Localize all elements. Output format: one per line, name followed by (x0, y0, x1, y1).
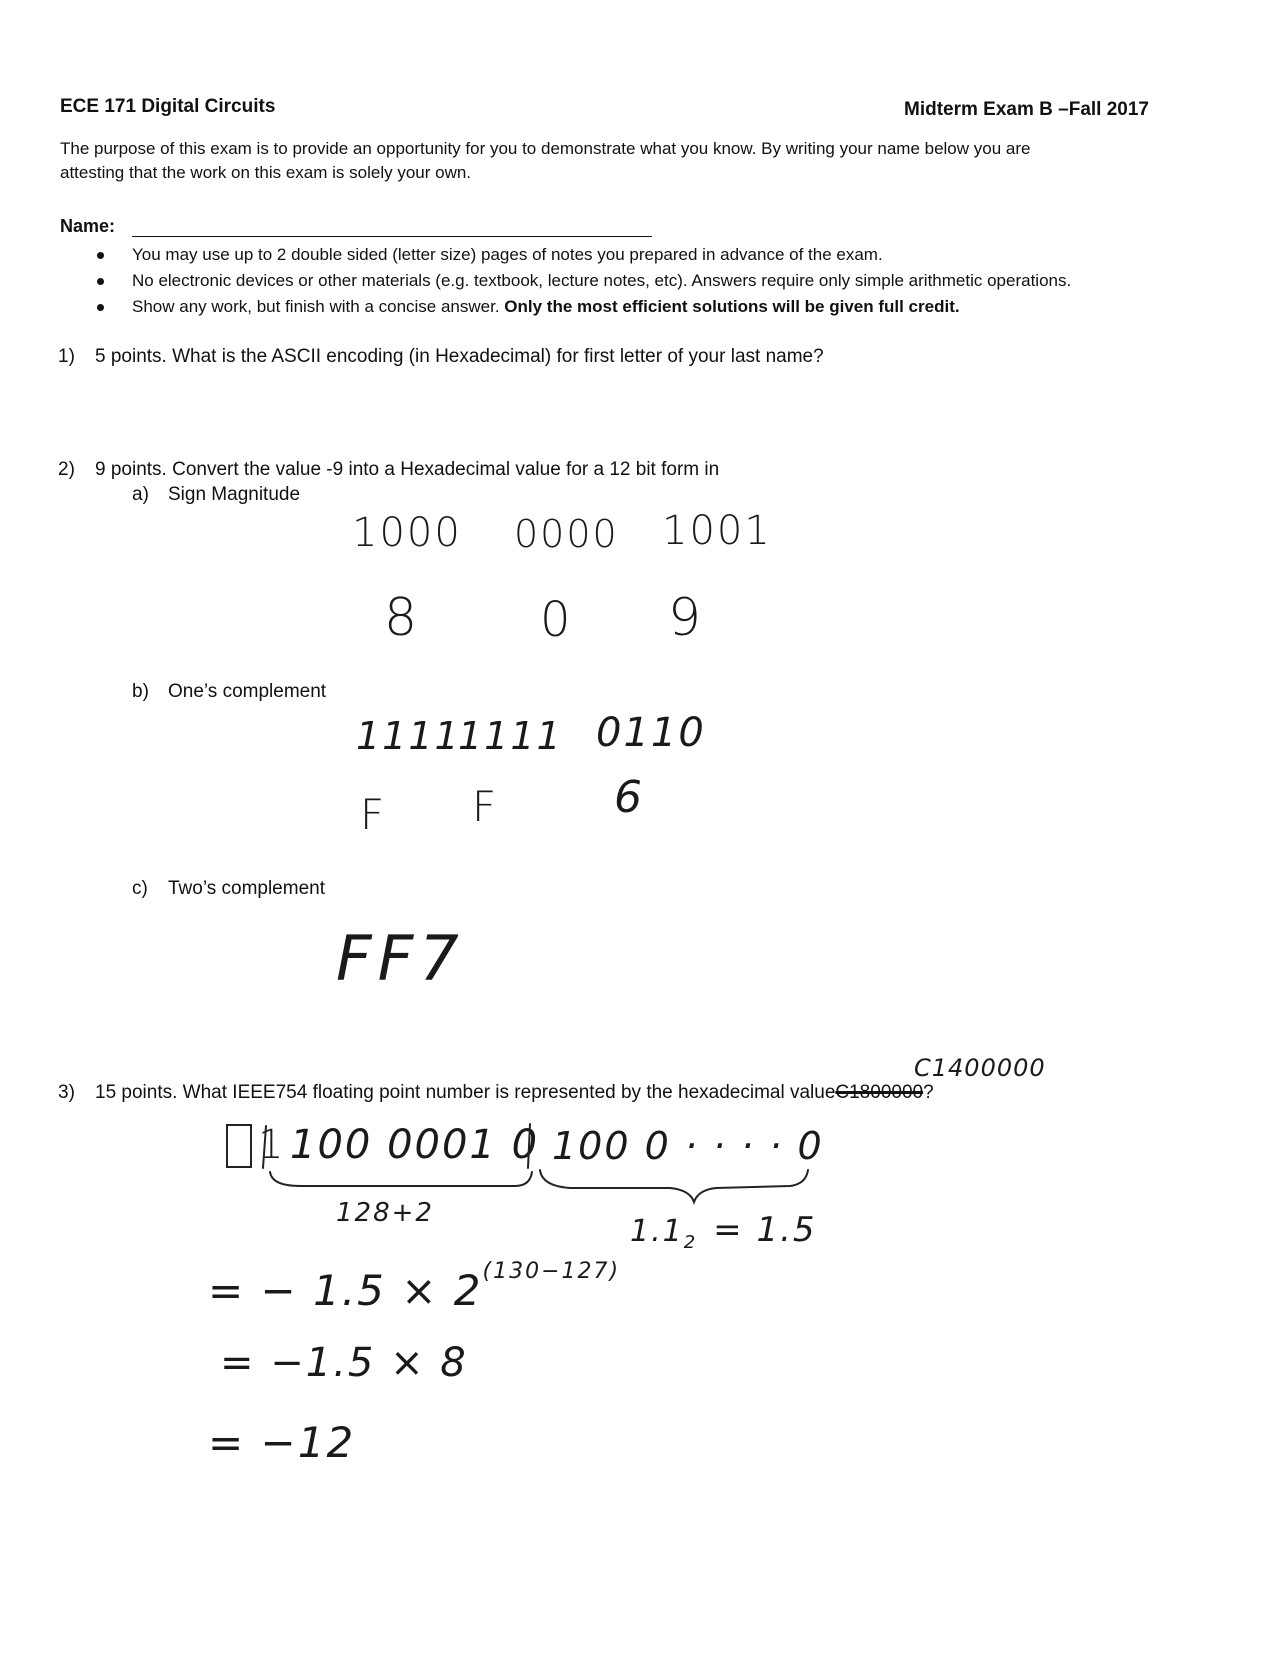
q3-bits-mantissa: 100 0 · · · · 0 (552, 1124, 824, 1168)
q3-step-1-exponent: (130−127) (482, 1259, 621, 1284)
q3-end: ? (923, 1082, 934, 1103)
bullet-devices: No electronic devices or other materials (e.g. textbook, lecture notes, etc). Answers require only simple arithmetic operations. (132, 271, 1072, 290)
q2-text: 9 points. Convert the value -9 into a Hexadecimal value for a 12 bit form in (95, 459, 720, 480)
bullet-notes: You may use up to 2 double sided (letter size) pages of notes you prepared in advance of the exam. (132, 245, 883, 264)
q2a-hex-2: 0 (540, 592, 573, 648)
intro-line-2: attesting that the work on this exam is solely your own. (60, 163, 472, 182)
q2b-text: One’s complement (168, 681, 327, 702)
bullet-work-plain: Show any work, but finish with a concise answer. (132, 297, 505, 316)
q3-struck-value: C1800000 (835, 1082, 924, 1103)
q2c-answer: FF7 (336, 922, 465, 995)
q2b-label: b) (132, 681, 149, 702)
q2a-hex-1: 8 (384, 588, 420, 648)
q2b-hex-2: F (472, 782, 499, 831)
bullet-work-bold: Only the most efficient solutions will be given full credit. (504, 297, 960, 316)
q2b-binary-2: 1111 (458, 714, 563, 758)
q3-exponent-note: 128+2 (336, 1198, 434, 1228)
q2c-label: c) (132, 878, 148, 899)
q3-divider-exponent (528, 1124, 530, 1168)
q3-mantissa-eq: = 1.5 (713, 1210, 817, 1250)
q3-brace-exponent (270, 1172, 532, 1186)
q2a-label: a) (132, 484, 149, 505)
q3-divider-sign (263, 1126, 266, 1168)
q2b-binary-1: 1111 (356, 714, 461, 758)
q3-mantissa-base: 2 (683, 1232, 698, 1253)
q3-step-1-main: = − 1.5 × 2 (208, 1266, 483, 1315)
q2b-hex-1: F (360, 790, 387, 839)
q1-text: 5 points. What is the ASCII encoding (in Hexadecimal) for first letter of your last name? (95, 346, 824, 367)
q3-step-3: = −12 (208, 1418, 356, 1467)
intro-line-1: The purpose of this exam is to provide an opportunity for you to demonstrate what you know. By writing your name below you are (60, 139, 1031, 158)
q3-bits-sign: 1 (258, 1122, 286, 1168)
q3-text: 15 points. What IEEE754 floating point number is represented by the hexadecimal value (95, 1082, 836, 1103)
q3-mantissa-value: 1.1 (630, 1214, 684, 1249)
q2c-text: Two’s complement (168, 878, 325, 899)
q3-step-2: = −1.5 × 8 (220, 1340, 468, 1386)
q2a-binary-3: 1001 (662, 508, 772, 554)
q2a-hex-3: 9 (668, 588, 704, 648)
course-title: ECE 171 Digital Circuits (60, 96, 276, 117)
q2a-binary-1: 1000 (352, 510, 462, 556)
q3-number: 3) (58, 1082, 75, 1103)
q1-number: 1) (58, 346, 75, 367)
q2b-hex-3: 6 (614, 772, 644, 823)
q3-correction: C1400000 (914, 1054, 1046, 1082)
q2b-binary-3: 0110 (596, 710, 706, 756)
q3-brace-mantissa (540, 1170, 808, 1202)
name-label: Name: (60, 216, 116, 236)
q2-number: 2) (58, 459, 75, 480)
q2a-text: Sign Magnitude (168, 484, 301, 505)
q2a-binary-2: 0000 (514, 512, 619, 556)
q3-bits-exponent: 100 0001 0 (290, 1122, 540, 1168)
exam-title: Midterm Exam B –Fall 2017 (904, 99, 1149, 120)
